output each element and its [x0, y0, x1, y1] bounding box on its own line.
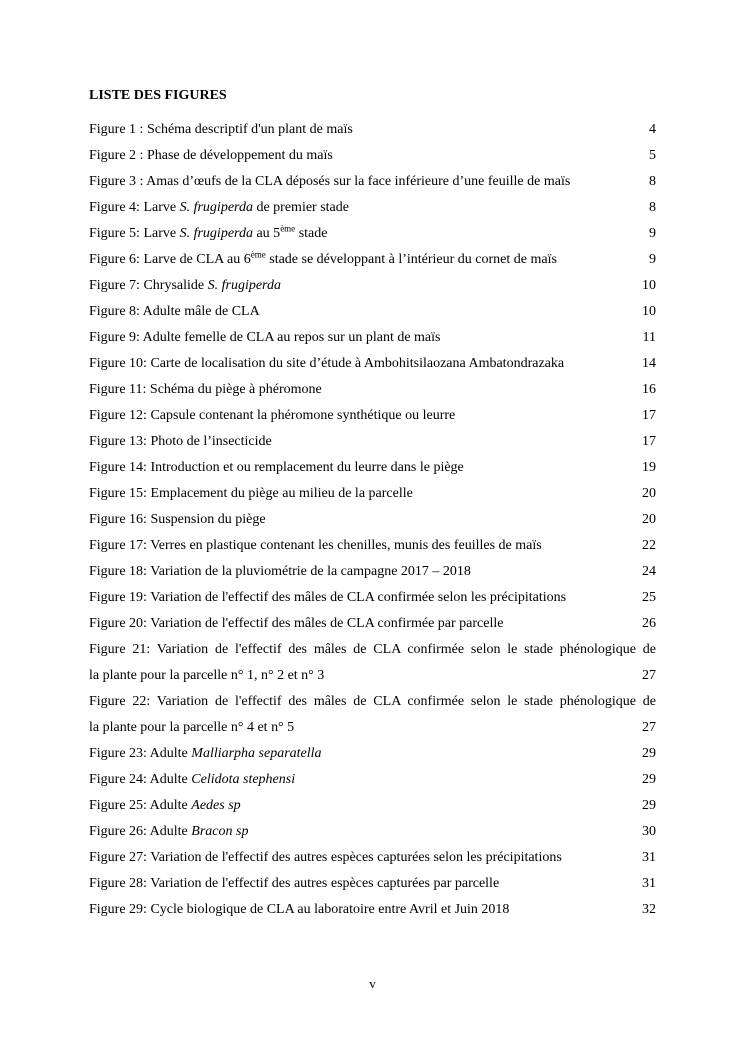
figure-entry-title — [89, 273, 636, 299]
figure-entry-page: 30 — [642, 824, 656, 839]
figure-entry-title — [89, 403, 636, 429]
figure-entry-title-line1: Figure 21: Variation de l'effectif des mâles de CLA confirmée selon le stade phénologique de — [89, 642, 656, 657]
species-name: Malliarpha separatella — [191, 746, 322, 761]
figure-entry — [89, 351, 656, 377]
figure-entry-title — [89, 767, 636, 793]
figure-entry-text: Figure 7: Chrysalide — [89, 278, 208, 293]
figure-entry — [89, 559, 656, 585]
figure-entry-page: 11 — [642, 330, 656, 345]
figure-entry-text: Figure 23: Adulte — [89, 746, 192, 761]
page-title: LISTE DES FIGURES — [89, 88, 227, 103]
figure-entry — [89, 273, 656, 299]
figure-entry — [89, 585, 656, 611]
figure-entry-text: Figure 9: Adulte femelle de CLA au repos sur un plant de maïs — [89, 330, 441, 345]
figure-entry-title — [89, 819, 636, 845]
figure-entry-second-line — [89, 663, 656, 689]
figure-entry-title — [89, 195, 636, 221]
species-name: S. frugiperda — [207, 278, 281, 293]
figure-entry-title — [89, 169, 636, 195]
figure-entry-page: 5 — [649, 148, 656, 163]
figure-entry — [89, 143, 656, 169]
figure-entry-page: 29 — [642, 746, 656, 761]
figure-entry-title — [89, 741, 636, 767]
figure-entry-page: 20 — [642, 512, 656, 527]
species-name: Aedes sp — [191, 798, 241, 813]
figure-entry-text: Figure 3 : Amas d’œufs de la CLA déposés sur la face inférieure d’une feuille de maïs — [89, 174, 571, 189]
figure-entry-title — [89, 507, 636, 533]
figure-entry — [89, 897, 656, 923]
figure-list — [89, 117, 656, 923]
figure-entry-text: Figure 17: Verres en plastique contenant les chenilles, munis des feuilles de maïs — [89, 538, 542, 553]
figure-entry-page: 31 — [642, 850, 656, 865]
figure-entry-page: 16 — [642, 382, 656, 397]
figure-entry-title-line1: Figure 22: Variation de l'effectif des mâles de CLA confirmée selon le stade phénologique de — [89, 694, 656, 709]
figure-entry-text: Figure 5: Larve — [89, 226, 180, 241]
figure-entry-page: 14 — [642, 356, 656, 371]
figure-entry-text: au 5 — [252, 226, 281, 241]
figure-entry-title — [89, 871, 636, 897]
figure-entry-text: Figure 1 : Schéma descriptif d'un plant de maïs — [89, 122, 353, 137]
figure-entry-page: 10 — [642, 304, 656, 319]
figure-entry-text: stade se développant à l’intérieur du cornet de maïs — [265, 252, 557, 267]
ordinal-superscript: ème — [250, 249, 266, 260]
figure-entry-text: Figure 2 : Phase de développement du maïs — [89, 148, 333, 163]
figure-entry-text: stade — [295, 226, 328, 241]
figure-entry-text: Figure 24: Adulte — [89, 772, 192, 787]
figure-entry-page: 17 — [642, 408, 656, 423]
figure-entry-title — [89, 429, 636, 455]
figure-entry-page: 8 — [649, 174, 656, 189]
figure-entry — [89, 117, 656, 143]
figure-entry-text: Figure 12: Capsule contenant la phéromone synthétique ou leurre — [89, 408, 456, 423]
figure-entry — [89, 793, 656, 819]
figure-entry-text: Figure 29: Cycle biologique de CLA au laboratoire entre Avril et Juin 2018 — [89, 902, 510, 917]
figure-entry-page: 25 — [642, 590, 656, 605]
figure-entry-page: 22 — [642, 538, 656, 553]
figure-entry-title — [89, 377, 636, 403]
figure-entry-text: Figure 19: Variation de l'effectif des mâles de CLA confirmée selon les précipitations — [89, 590, 567, 605]
figure-entry — [89, 533, 656, 559]
figure-entry-text: Figure 15: Emplacement du piège au milieu de la parcelle — [89, 486, 413, 501]
figure-entry-text: Figure 6: Larve de CLA au 6 — [89, 252, 251, 267]
figure-entry — [89, 481, 656, 507]
species-name: Bracon sp — [191, 824, 249, 839]
figure-entry-title — [89, 481, 636, 507]
figure-entry-text: Figure 14: Introduction et ou remplacement du leurre dans le piège — [89, 460, 464, 475]
figure-entry — [89, 637, 656, 689]
figure-entry-text: Figure 8: Adulte mâle de CLA — [89, 304, 260, 319]
figure-entry-title — [89, 793, 636, 819]
ordinal-superscript: ème — [280, 223, 296, 234]
figure-entry-page: 29 — [642, 772, 656, 787]
figure-entry-text: Figure 11: Schéma du piège à phéromone — [89, 382, 322, 397]
figure-entry-page: 9 — [649, 226, 656, 241]
figure-entry-title — [89, 897, 636, 923]
page-number: v — [369, 976, 376, 991]
figure-entry-title — [89, 221, 636, 247]
figure-entry-page: 8 — [649, 200, 656, 215]
figure-entry-title-line2: la plante pour la parcelle n° 1, n° 2 et n° 3 — [89, 668, 325, 683]
figure-entry-page: 10 — [642, 278, 656, 293]
figure-entry-text: Figure 16: Suspension du piège — [89, 512, 266, 527]
figure-entry-text: Figure 26: Adulte — [89, 824, 192, 839]
figure-entry — [89, 507, 656, 533]
figure-entry-title — [89, 117, 636, 143]
figure-entry — [89, 689, 656, 741]
figure-entry-title — [89, 585, 636, 611]
figure-entry-page: 31 — [642, 876, 656, 891]
figure-entry — [89, 429, 656, 455]
figure-entry-page: 20 — [642, 486, 656, 501]
figure-entry — [89, 169, 656, 195]
figure-entry — [89, 377, 656, 403]
figure-entry-title — [89, 845, 636, 871]
figure-entry-text: Figure 13: Photo de l’insecticide — [89, 434, 272, 449]
figure-entry-title — [89, 455, 636, 481]
figure-entry — [89, 845, 656, 871]
figure-entry-text: Figure 28: Variation de l'effectif des autres espèces capturées par parcelle — [89, 876, 500, 891]
figure-entry-page: 9 — [649, 252, 656, 267]
figure-entry — [89, 403, 656, 429]
figure-entry-title — [89, 143, 636, 169]
species-name: Celidota stephensi — [191, 772, 296, 787]
figure-entry-text: Figure 18: Variation de la pluviométrie de la campagne 2017 – 2018 — [89, 564, 471, 579]
figure-entry — [89, 221, 656, 247]
species-name: S. frugiperda — [179, 200, 253, 215]
figure-entry-text: Figure 10: Carte de localisation du site d’étude à Ambohitsilaozana Ambatondrazaka — [89, 356, 565, 371]
figure-entry — [89, 819, 656, 845]
figure-entry-text: Figure 4: Larve — [89, 200, 180, 215]
figure-entry — [89, 325, 656, 351]
figure-entry-title-line2: la plante pour la parcelle n° 4 et n° 5 — [89, 720, 295, 735]
figure-entry-title — [89, 299, 636, 325]
figure-entry-second-line — [89, 715, 656, 741]
figure-entry-page: 32 — [642, 902, 656, 917]
figure-entry-page: 4 — [649, 122, 656, 137]
figure-entry-text: Figure 25: Adulte — [89, 798, 192, 813]
figure-entry-page: 17 — [642, 434, 656, 449]
figure-entry-page: 26 — [642, 616, 656, 631]
figure-entry-page: 19 — [642, 460, 656, 475]
figure-entry-title — [89, 247, 636, 273]
figure-entry — [89, 741, 656, 767]
figure-entry — [89, 299, 656, 325]
figure-entry — [89, 611, 656, 637]
figure-entry-title — [89, 559, 636, 585]
figure-entry — [89, 247, 656, 273]
figure-entry-page: 24 — [642, 564, 656, 579]
figure-entry-text: Figure 20: Variation de l'effectif des mâles de CLA confirmée par parcelle — [89, 616, 504, 631]
figure-entry — [89, 871, 656, 897]
figure-entry-title — [89, 325, 636, 351]
figure-entry-page: 27 — [642, 668, 656, 683]
figure-entry-title — [89, 611, 636, 637]
figure-entry-page: 27 — [642, 720, 656, 735]
figure-entry-title — [89, 533, 636, 559]
figure-entry-page: 29 — [642, 798, 656, 813]
species-name: S. frugiperda — [179, 226, 253, 241]
figure-entry-title — [89, 351, 636, 377]
figure-entry-text: Figure 27: Variation de l'effectif des autres espèces capturées selon les précipitations — [89, 850, 562, 865]
figure-entry — [89, 767, 656, 793]
figure-entry — [89, 195, 656, 221]
figure-entry — [89, 455, 656, 481]
figure-entry-text: de premier stade — [252, 200, 349, 215]
